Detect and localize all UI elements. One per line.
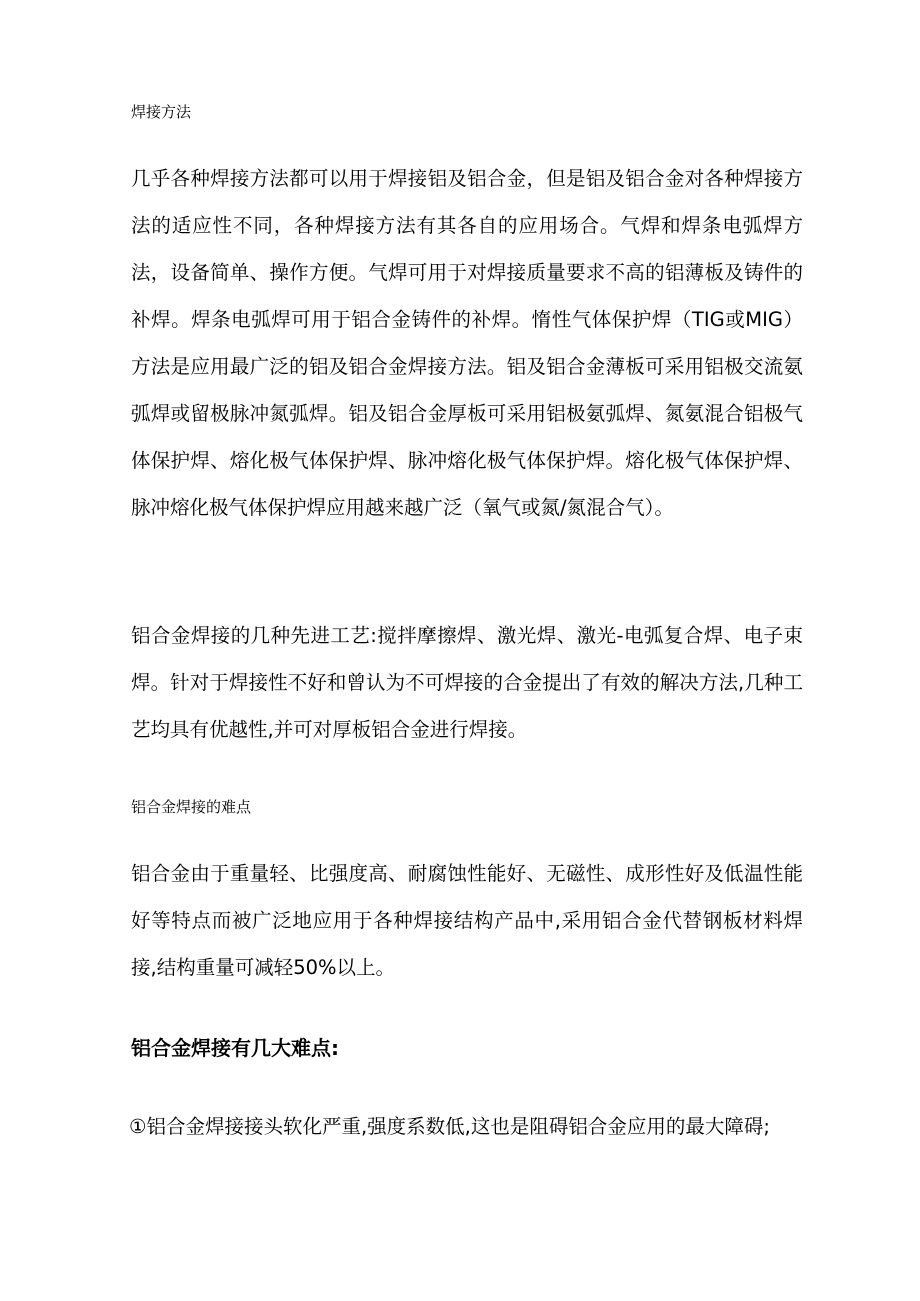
bold-heading-difficulties: 铝合金焊接有几大难点: — [131, 1036, 339, 1060]
list-item-difficulty-1: ①铝合金焊接接头软化严重,强度系数低,这也是阻碍铝合金应用的最大障碍; — [129, 1115, 770, 1138]
paragraph-aluminum-alloy-advantages: 铝合金由于重量轻、比强度高、耐腐蚀性能好、无磁性、成形性好及低温性能好等特点而被广泛地应用于各种焊接结构产品中,采用铝合金代替钢板材料焊接,结构重量可减轻50%以上。 — [131, 862, 803, 979]
paragraph-welding-methods-overview: 几乎各种焊接方法都可以用于焊接铝及铝合金，但是铝及铝合金对各种焊接方法的适应性不同，各种焊接方法有其各自的应用场合。气焊和焊条电弧焊方法，设备简单、操作方便。气焊可用于对焊接质量要求不高的铝薄板及铸件的补焊。焊条电弧焊可用于铝合金铸件的补焊。惰性气体保护焊（TIG或MIG）方法是应用最广泛的铝及铝合金焊接方法。铝及铝合金薄板可采用铝极交流氨弧焊或留极脉冲氮弧焊。铝及铝合金厚板可采用铝极氨弧焊、氮氨混合铝极气体保护焊、熔化极气体保护焊、脉冲熔化极气体保护焊。熔化极气体保护焊、脉冲熔化极气体保护焊应用越来越广泛（氧气或氮/氮混合气）。 — [131, 167, 803, 519]
paragraph-advanced-processes: 铝合金焊接的几种先进工艺:搅拌摩擦焊、激光焊、激光-电弧复合焊、电子束焊。针对于焊接性不好和曾认为不可焊接的合金提出了有效的解决方法,几种工艺均具有优越性,并可对厚板铝合金进行焊接。 — [131, 624, 803, 741]
section-title-welding-difficulties: 铝合金焊接的难点 — [131, 798, 252, 816]
section-title-welding-methods: 焊接方法 — [131, 103, 192, 121]
